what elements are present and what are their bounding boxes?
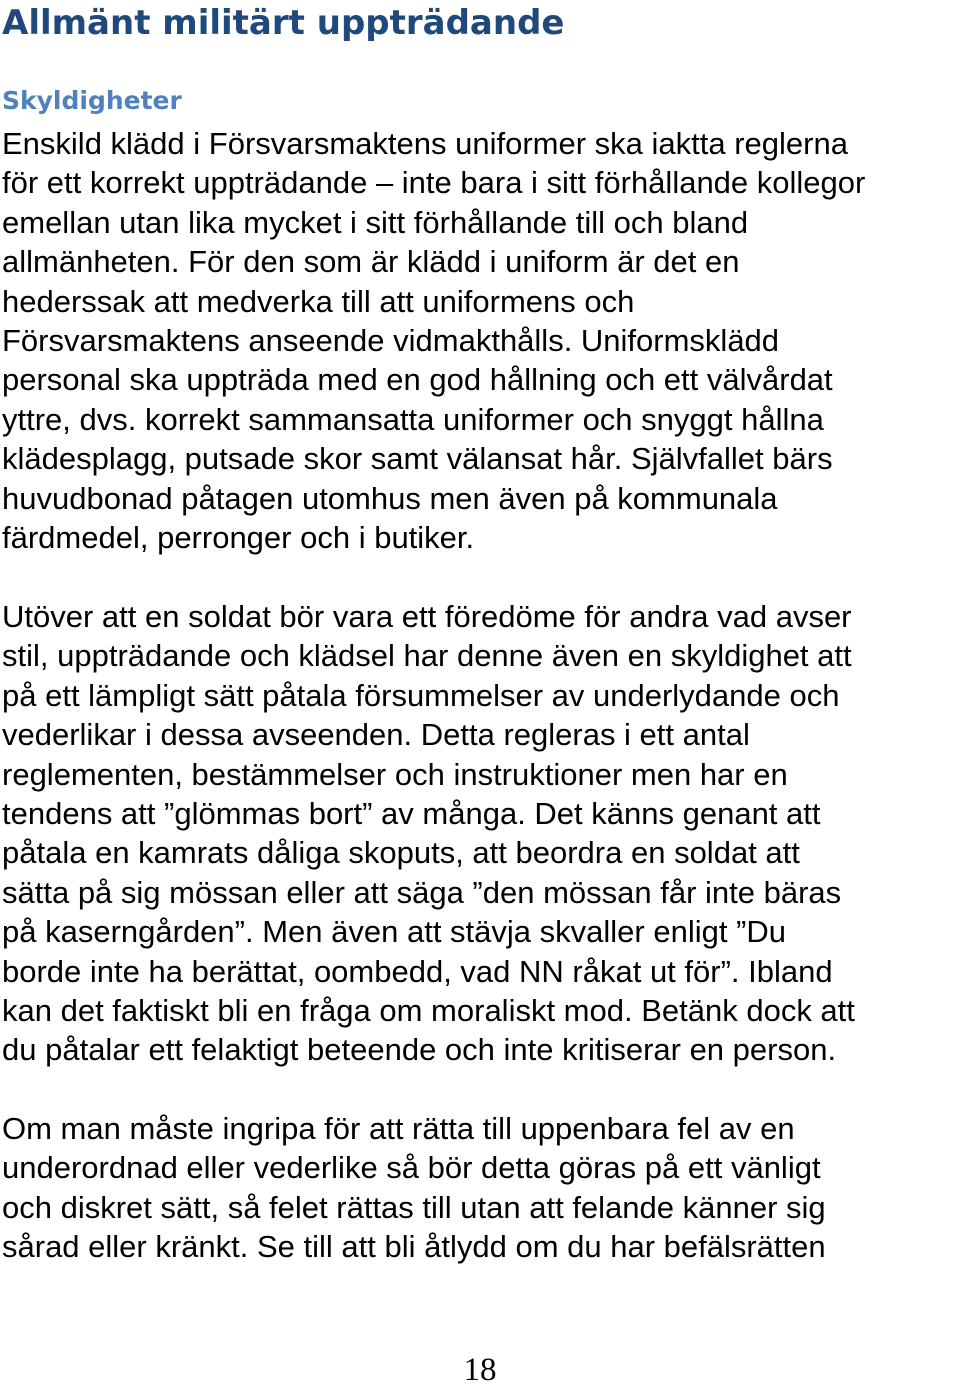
- text-line: påtala en kamrats dåliga skoputs, att beordra en soldat att: [2, 835, 800, 871]
- text-line: personal ska uppträda med en god hållning och ett välvårdat: [2, 362, 833, 398]
- text-line: reglementen, bestämmelser och instruktioner men har en: [2, 756, 788, 792]
- text-line: borde inte ha berättat, oombedd, vad NN råkat ut för”. Ibland: [2, 953, 833, 989]
- page-number: 18: [463, 1352, 497, 1388]
- text-line: hederssak att medverka till att uniformens och: [2, 283, 635, 319]
- text-line: Utöver att en soldat bör vara ett föredöme för andra vad avser: [2, 599, 852, 634]
- text-line: tendens att ”glömmas bort” av många. Det känns genant att: [2, 796, 821, 832]
- text-line: på ett lämpligt sätt påtala försummelser av underlydande och: [2, 677, 840, 713]
- text-line: klädesplagg, putsade skor samt välansat hår. Självfallet bärs: [2, 441, 833, 477]
- text-line: Enskild klädd i Försvarsmaktens uniformer ska iaktta reglerna: [2, 126, 848, 161]
- page-title: Allmänt militärt uppträdande: [2, 3, 565, 43]
- text-line: stil, uppträdande och klädsel har denne även en skyldighet att: [2, 638, 852, 674]
- text-line: yttre, dvs. korrekt sammansatta uniformer och snyggt hållna: [2, 401, 824, 437]
- text-line: Försvarsmaktens anseende vidmakthålls. Uniformsklädd: [2, 323, 780, 359]
- text-line: och diskret sätt, så felet rättas till utan att felande känner sig: [2, 1189, 826, 1225]
- text-line: underordnad eller vederlike så bör detta göras på ett vänligt: [2, 1150, 821, 1186]
- paragraph: [2, 1109, 826, 1267]
- text-line: vederlikar i dessa avseenden. Detta regleras i ett antal: [2, 717, 750, 753]
- text-line: för ett korrekt uppträdande – inte bara i sitt förhållande kollegor: [2, 165, 866, 201]
- text-line: huvudbonad påtagen utomhus men även på kommunala: [2, 480, 778, 516]
- text-line: allmänheten. För den som är klädd i uniform är det en: [2, 244, 740, 280]
- text-line: Om man måste ingripa för att rätta till uppenbara fel av en: [2, 1111, 795, 1146]
- paragraph: [2, 124, 865, 557]
- text-line: sätta på sig mössan eller att säga ”den mössan får inte bäras: [2, 874, 842, 910]
- text-line: kan det faktiskt bli en fråga om moraliskt mod. Betänk dock att: [2, 993, 855, 1029]
- paragraph: [2, 597, 855, 1070]
- section-heading: Skyldigheter: [2, 86, 182, 115]
- text-line: emellan utan lika mycket i sitt förhållande till och bland: [2, 204, 749, 240]
- text-line: färdmedel, perronger och i butiker.: [2, 520, 475, 556]
- text-line: på kaserngården”. Men även att stävja skvaller enligt ”Du: [2, 914, 787, 950]
- text-line: sårad eller kränkt. Se till att bli åtlydd om du har befälsrätten: [2, 1229, 826, 1265]
- text-line: du påtalar ett felaktigt beteende och inte kritiserar en person.: [2, 1032, 837, 1068]
